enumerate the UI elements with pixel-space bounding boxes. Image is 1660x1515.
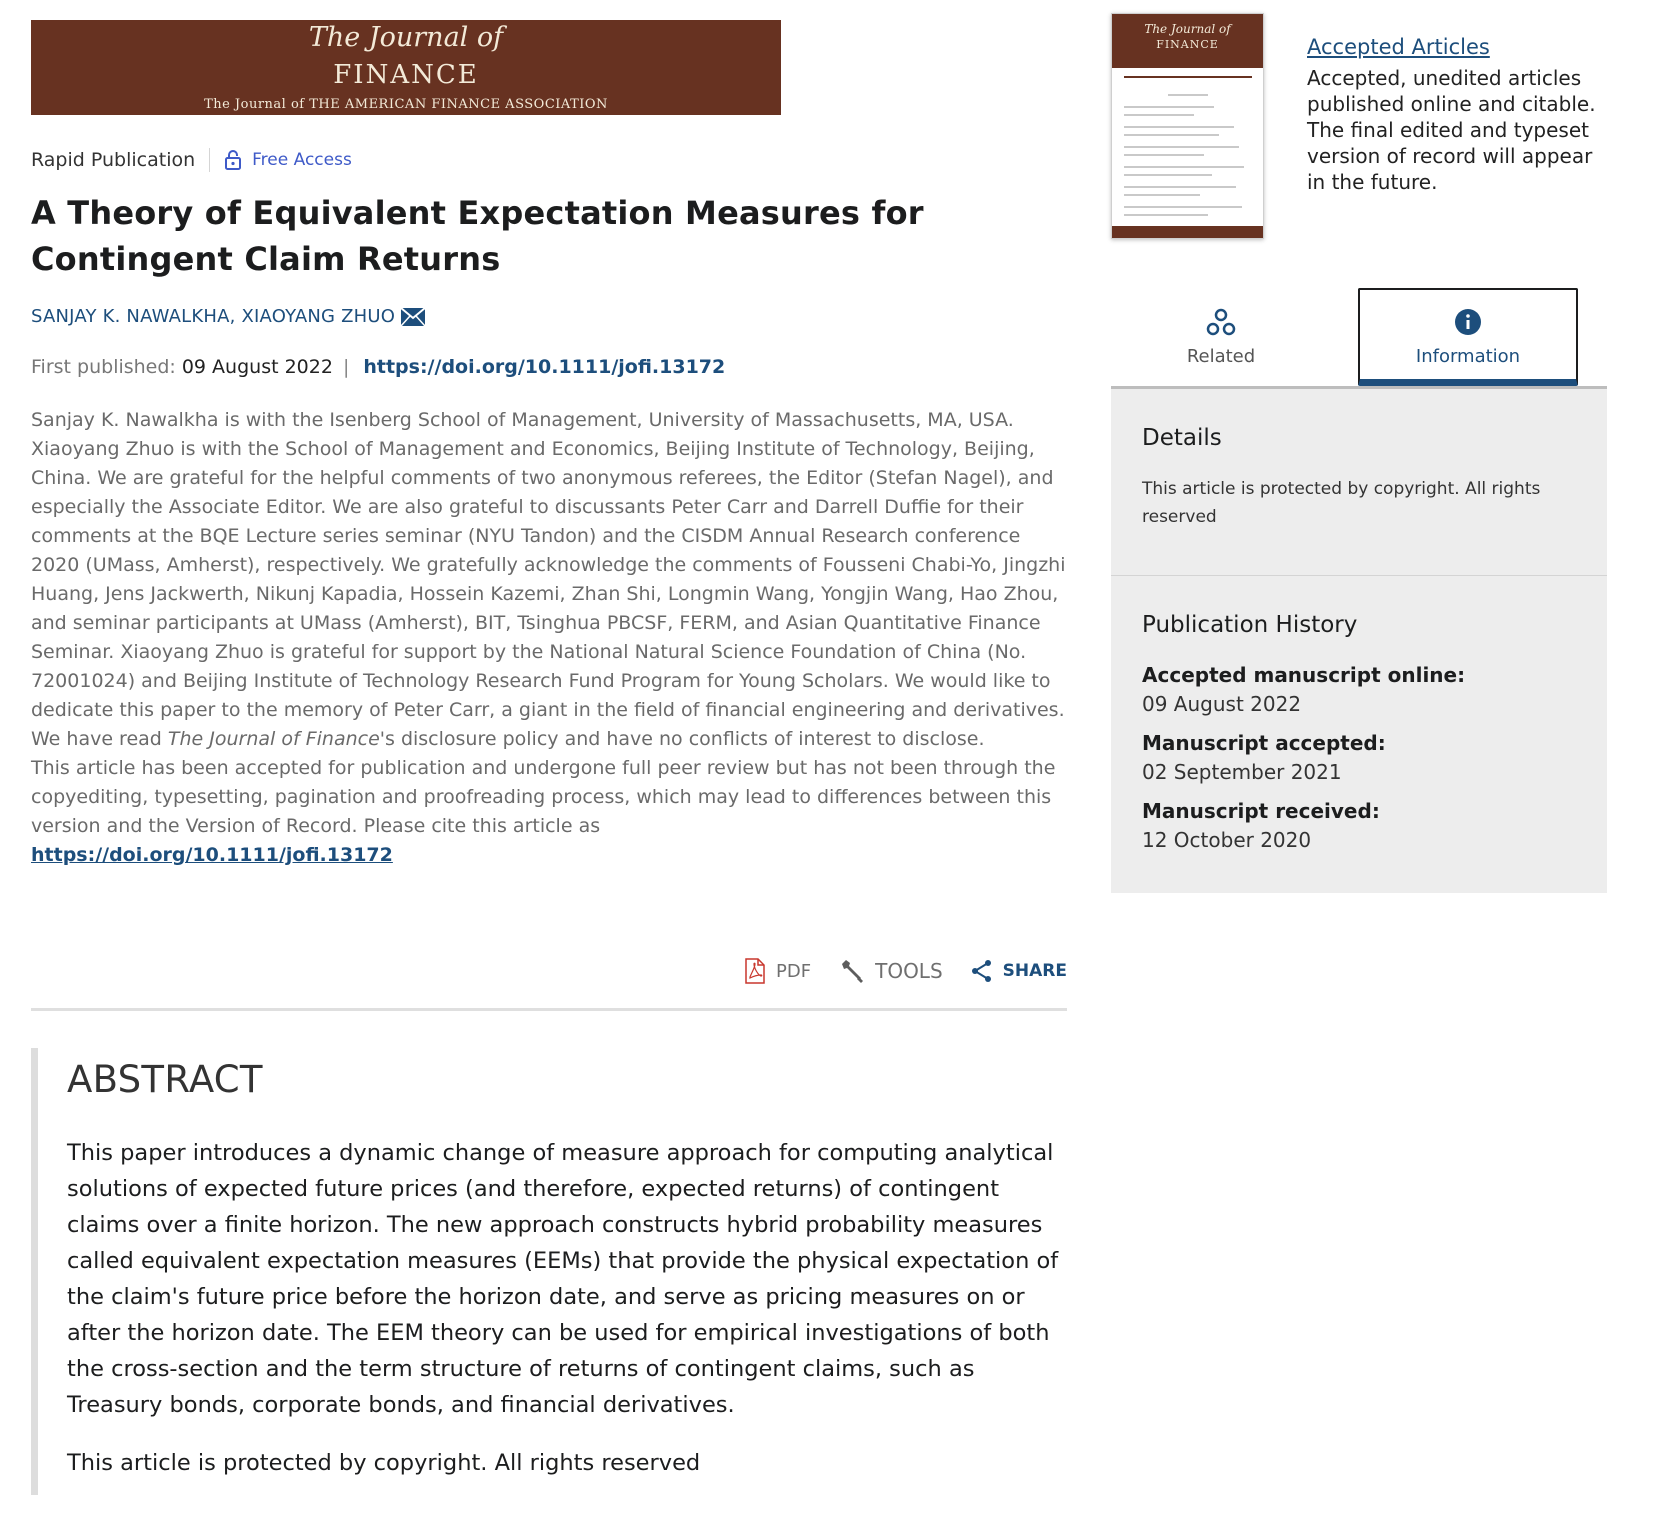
article-type: Rapid Publication [31, 149, 196, 171]
accepted-articles-description: Accepted, unedited articles published online and citable. The final edited and typeset version of record will appear in the future. [1307, 66, 1596, 194]
cover-line-2: FINANCE [1156, 38, 1219, 51]
tab-information[interactable] [1358, 288, 1578, 386]
banner-line-2: FINANCE [333, 60, 479, 90]
information-panel [1111, 389, 1607, 893]
publication-history-list [1142, 661, 1582, 865]
pdf-label: PDF [776, 960, 812, 982]
cover-text-line [1124, 146, 1239, 148]
pdf-button[interactable] [744, 958, 811, 984]
accepted-articles-link[interactable]: Accepted Articles [1307, 35, 1490, 59]
pipe-separator: | [342, 356, 350, 378]
access-status: Free Access [252, 150, 352, 170]
cover-line-1: The Journal of [1144, 22, 1231, 36]
author-notes [31, 406, 1067, 870]
cover-text-line [1124, 174, 1212, 176]
cover-text-line [1124, 126, 1234, 128]
share-icon [971, 959, 993, 983]
envelope-icon[interactable] [401, 308, 425, 326]
cite-doi-link[interactable]: https://doi.org/10.1111/jofi.13172 [31, 844, 393, 866]
cover-text-line [1124, 166, 1244, 168]
article-toolbar [716, 955, 1067, 987]
publication-info [31, 356, 725, 378]
details-heading: Details [1142, 425, 1222, 451]
section-divider [31, 1008, 1067, 1011]
journal-banner[interactable] [31, 20, 781, 115]
wrench-icon [839, 958, 865, 984]
related-icon [1206, 308, 1236, 336]
tab-information-label: Information [1415, 346, 1521, 367]
panel-divider [1111, 575, 1607, 576]
cover-text-line [1124, 134, 1219, 136]
abstract-heading: ABSTRACT [67, 1058, 263, 1101]
first-published-date: 09 August 2022 [181, 356, 333, 378]
cover-text-line [1168, 94, 1208, 96]
cover-text-line [1124, 194, 1200, 196]
first-published-label: First published: [31, 356, 176, 378]
authors-link[interactable]: SANJAY K. NAWALKHA, XIAOYANG ZHUO [31, 306, 396, 327]
tab-related[interactable] [1111, 288, 1331, 386]
history-label: Accepted manuscript online: [1142, 663, 1466, 687]
abstract-section [31, 1048, 1067, 1495]
notes-text: Sanjay K. Nawalkha is with the Isenberg School of Management, University of Massachusetts, MA, USA. Xiaoyang Zhuo is with the School of Management and Economics, Beijing Institute of Technology, Beijing, China. We are grateful for the helpful comments of two anonymous referees, the Editor (Stefan Nagel), and especially the Associate Editor. We are also grateful to discussants Peter Carr and Darrell Duffie for their comments at the BQE Lecture series seminar (NYU Tandon) and the CISDM Annual Research conference 2020 (UMass, Amherst), respectively. We gratefully acknowledge the comments of Fousseni Chabi-Yo, Jingzhi Huang, Jens Jackwerth, Nikunj Kapadia, Hossein Kazemi, Zhan Shi, Longmin Wang, Yongjin Wang, Hao Zhou, and seminar participants at UMass (Amherst), BIT, Tsinghua PBCSF, FERM, and Asian Quantitative Finance Seminar. Xiaoyang Zhuo is grateful for support by the National Natural Science Foundation of China (No. 72001024) and Beijing Institute of Technology Research Fund Program for Young Scholars. We would like to dedicate this paper to the memory of Peter Carr, a giant in the field of financial engineering and derivatives. We have read [31, 409, 1066, 750]
history-item [1142, 729, 1582, 787]
share-label: SHARE [1002, 961, 1067, 981]
doi-link[interactable]: https://doi.org/10.1111/jofi.13172 [363, 356, 726, 378]
cover-text-line [1124, 186, 1236, 188]
banner-line-1: The Journal of [308, 22, 504, 53]
sidebar-tabs [1111, 288, 1607, 388]
journal-cover-thumbnail[interactable] [1111, 13, 1264, 239]
accepted-notice: This article has been accepted for publication and undergone full peer review but has not been through the copyediting, typesetting, pagination and proofreading process, which may lead to differences between this version and the Version of Record. Please cite this article as [31, 757, 1056, 837]
history-value: 12 October 2020 [1142, 828, 1312, 852]
pdf-icon [744, 958, 766, 984]
tab-related-label: Related [1186, 346, 1256, 367]
history-label: Manuscript received: [1142, 799, 1380, 823]
accepted-articles-info [1307, 35, 1607, 195]
abstract-text: This paper introduces a dynamic change of measure approach for computing analytical solutions of expected future prices (and therefore, expected returns) of contingent claims over a finite horizon. The new approach constructs hybrid probability measures called equivalent expectation measures (EEMs) that provide the physical expectation of the claim's future price before the horizon date, and serve as pricing measures on or after the horizon date. The EEM theory can be used for empirical investigations of both the cross-section and the term structure of returns of contingent claims, such as Treasury bonds, corporate bonds, and financial derivatives. [67, 1140, 1059, 1418]
article-title: A Theory of Equivalent Expectation Measures for Contingent Claim Returns [31, 194, 924, 278]
banner-line-3: The Journal of THE AMERICAN FINANCE ASSOCIATION [204, 97, 608, 112]
cover-text-line [1124, 154, 1204, 156]
history-value: 09 August 2022 [1142, 692, 1302, 716]
tools-button[interactable] [839, 958, 943, 984]
abstract-copyright: This article is protected by copyright. All rights reserved [67, 1450, 701, 1476]
publication-history-heading: Publication History [1142, 612, 1358, 638]
notes-text-end: 's disclosure policy and have no conflicts of interest to disclose. [379, 728, 985, 750]
history-item [1142, 661, 1582, 719]
history-value: 02 September 2021 [1142, 760, 1342, 784]
notes-journal-name: The Journal of Finance [167, 728, 380, 750]
lock-open-icon [224, 150, 242, 170]
cover-footer-bar [1112, 226, 1263, 238]
article-meta-row [31, 148, 352, 172]
share-button[interactable] [971, 959, 1067, 983]
info-icon [1454, 308, 1482, 336]
cover-text-line [1124, 114, 1194, 116]
author-list [31, 306, 425, 327]
details-copyright: This article is protected by copyright. All rights reserved [1142, 479, 1541, 527]
history-item [1142, 797, 1582, 855]
meta-divider [209, 148, 210, 172]
tools-label: TOOLS [875, 959, 943, 983]
cover-text-line [1124, 106, 1214, 108]
cover-text-line [1124, 206, 1242, 208]
cover-text-line [1124, 214, 1208, 216]
cover-header [1112, 14, 1263, 68]
cover-text-line [1124, 76, 1252, 78]
history-label: Manuscript accepted: [1142, 731, 1386, 755]
